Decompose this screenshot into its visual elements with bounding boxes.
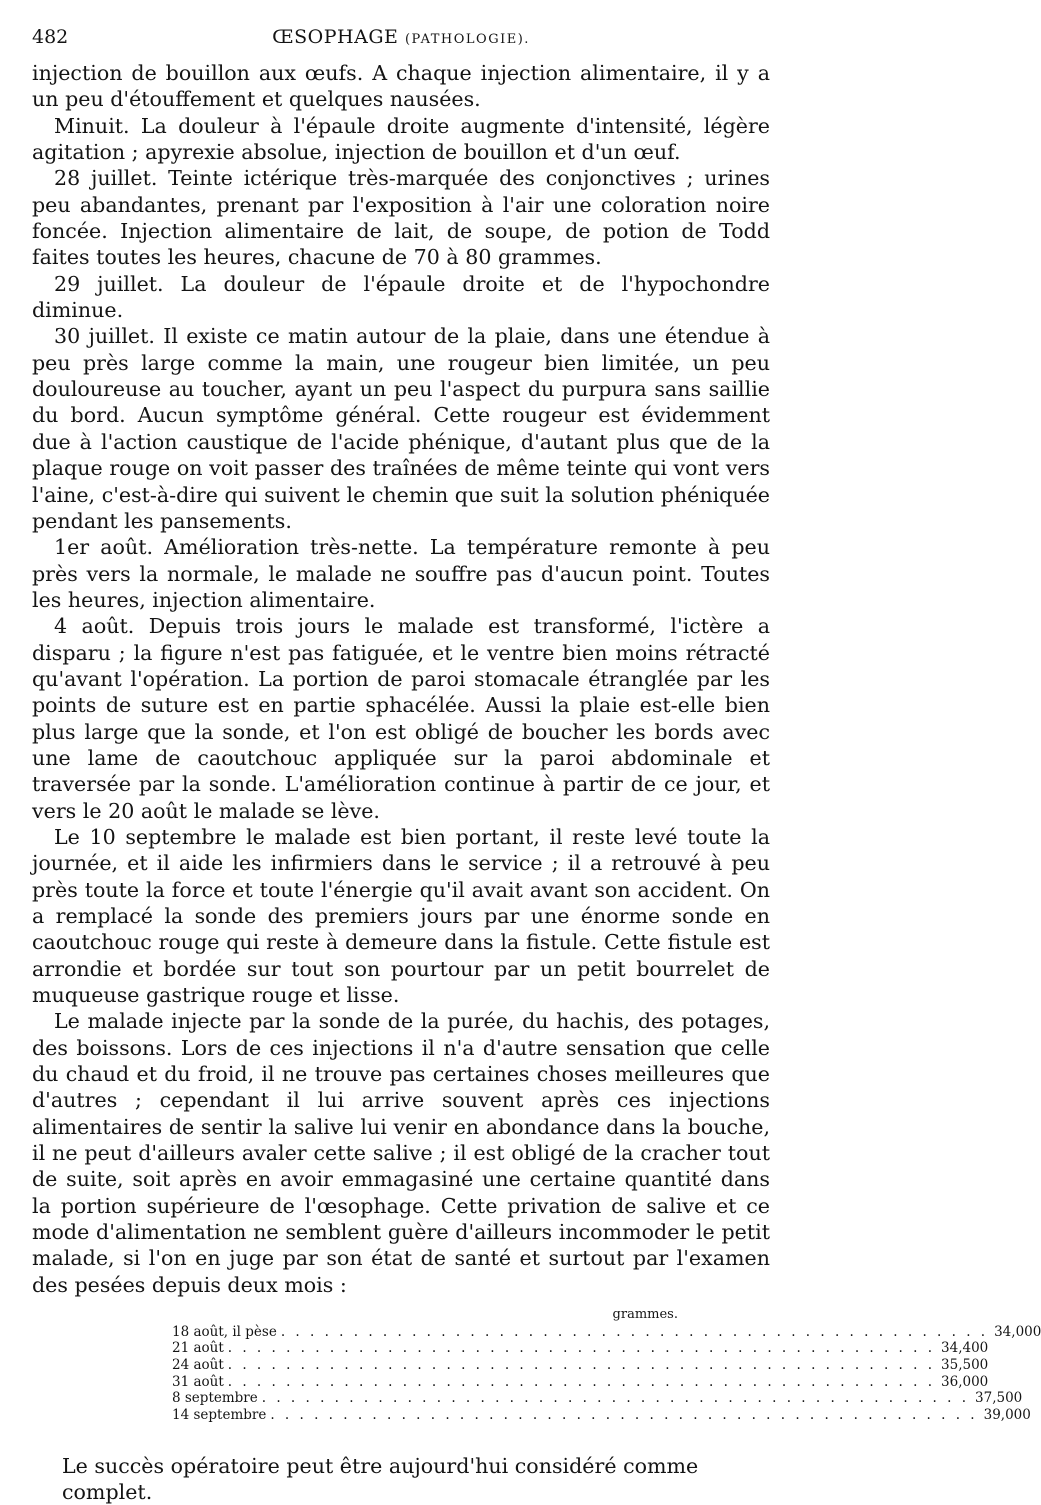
running-title-sub: (PATHOLOGIE).: [404, 32, 530, 47]
leader-dots: . . . . . . . . . . . . . . . . . . . . . . . . . . . . . . . . . . . . . . . . . . . . . . . . .: [280, 1323, 989, 1340]
leader-dots: . . . . . . . . . . . . . . . . . . . . . . . . . . . . . . . . . . . . . . . . . . . . . . . . .: [227, 1373, 936, 1390]
weight-table: [32, 1307, 1041, 1423]
weight-date: 8 septembre: [172, 1390, 258, 1407]
weight-value: 34,400: [941, 1340, 989, 1357]
running-header: [32, 26, 770, 60]
weight-value: 36,000: [941, 1373, 989, 1390]
weight-row: [172, 1390, 1023, 1407]
paragraph: Minuit. La douleur à l'épaule droite augmente d'intensité, légère agitation ; apyrexie absolue, injection de bouillon et d'un œuf.: [32, 113, 770, 165]
paragraph: Le malade injecte par la sonde de la purée, du hachis, des potages, des boissons. Lors de ces injections il n'a d'autre sensation que celle du chaud et du froid, il ne trouve pas certaines choses meilleures que d'autres ; cependant il lui arrive souvent après ces injections alimentaires de sentir la salive lui venir en abondance dans la bouche, il ne peut d'ailleurs avaler cette salive ; il est obligé de la cracher tout de suite, soit après en avoir emmagasiné une certaine quantité dans la portion supérieure de l'œsophage. Cette privation de salive et ce mode d'alimentation ne semblent guère d'ailleurs incommoder le petit malade, si l'on en juge par son état de santé et surtout par l'examen des pesées depuis deux mois :: [32, 1009, 770, 1297]
body-text: [32, 60, 770, 1298]
paragraph: 1er août. Amélioration très-nette. La température remonte à peu près vers la normale, le malade ne souffre pas d'aucun point. Toutes les heures, injection alimentaire.: [32, 535, 770, 612]
weight-date: 31 août: [172, 1373, 224, 1390]
running-title-main: ŒSOPHAGE: [272, 26, 399, 48]
weight-unit-label: grammes.: [612, 1307, 678, 1323]
leader-dots: . . . . . . . . . . . . . . . . . . . . . . . . . . . . . . . . . . . . . . . . . . . . . . . . .: [227, 1340, 936, 1357]
weight-row: [172, 1406, 1031, 1424]
weight-value: 35,500: [941, 1356, 989, 1373]
leader-dots: . . . . . . . . . . . . . . . . . . . . . . . . . . . . . . . . . . . . . . . . . . . . . . . . .: [261, 1390, 970, 1407]
weight-value: 39,000: [983, 1406, 1031, 1423]
weight-value: 34,000: [994, 1323, 1041, 1340]
paragraph: 30 juillet. Il existe ce matin autour de la plaie, dans une étendue à peu près large comme la main, une rougeur bien limitée, un peu douloureuse au toucher, ayant un peu l'aspect du purpura sans saillie du bord. Aucun symptôme général. Cette rougeur est évidemment due à l'action caustique de l'acide phénique, d'autant plus que de la plaque rouge on voit passer des traînées de même teinte qui vont vers l'aine, c'est-à-dire qui suivent le chemin que suit la solution phéniquée pendant les pansements.: [32, 324, 770, 533]
weight-row: [172, 1356, 989, 1374]
weight-date: 18 août, il pèse: [172, 1323, 277, 1340]
leader-dots: . . . . . . . . . . . . . . . . . . . . . . . . . . . . . . . . . . . . . . . . . . . . . . . . .: [227, 1356, 936, 1373]
weight-row: [172, 1373, 989, 1391]
weight-date: 21 août: [172, 1340, 224, 1357]
weight-row: [172, 1340, 989, 1357]
weight-date: 24 août: [172, 1356, 224, 1373]
paragraph: 28 juillet. Teinte ictérique très-marquée des conjonctives ; urines peu abandantes, prenant par l'exposition à l'air une coloration noire foncée. Injection alimentaire de lait, de soupe, de potion de Todd faites toutes les heures, chacune de 70 à 80 grammes.: [32, 166, 770, 270]
conclusion-line: Le succès opératoire peut être aujourd'hui considéré comme complet.: [62, 1454, 699, 1505]
weight-date: 14 septembre: [172, 1406, 267, 1423]
running-title: [92, 26, 770, 48]
weight-value: 37,500: [975, 1390, 1023, 1407]
paragraph: 4 août. Depuis trois jours le malade est transformé, l'ictère a disparu ; la figure n'est pas fatiguée, et le ventre bien moins rétracté qu'avant l'opération. La portion de paroi stomacale étranglée par les points de suture est en partie sphacélée. Aussi la plaie est-elle bien plus large que la sonde, et l'on est obligé de boucher les bords avec une lame de caoutchouc appliquée sur la paroi abdominale et traversée par la sonde. L'amélioration continue à partir de ce jour, et vers le 20 août le malade se lève.: [32, 614, 770, 823]
leader-dots: . . . . . . . . . . . . . . . . . . . . . . . . . . . . . . . . . . . . . . . . . . . . . . . . .: [270, 1406, 978, 1423]
paragraph: Le 10 septembre le malade est bien portant, il reste levé toute la journée, et il aide les infirmiers dans le service ; il a retrouvé à peu près toute la force et toute l'énergie qu'il avait avant son accident. On a remplacé la sonde des premiers jours par une énorme sonde en caoutchouc rouge qui reste à demeure dans la fistule. Cette fistule est arrondie et bordée sur tout son pourtour par un petit bourrelet de muqueuse gastrique rouge et lisse.: [32, 824, 770, 1008]
weight-row: [172, 1323, 1041, 1341]
paragraph: 29 juillet. La douleur de l'épaule droite et de l'hypochondre diminue.: [32, 271, 770, 323]
paragraph: injection de bouillon aux œufs. A chaque injection alimentaire, il y a un peu d'étouffement et quelques nausées.: [32, 61, 770, 112]
page-number: 482: [32, 26, 69, 48]
